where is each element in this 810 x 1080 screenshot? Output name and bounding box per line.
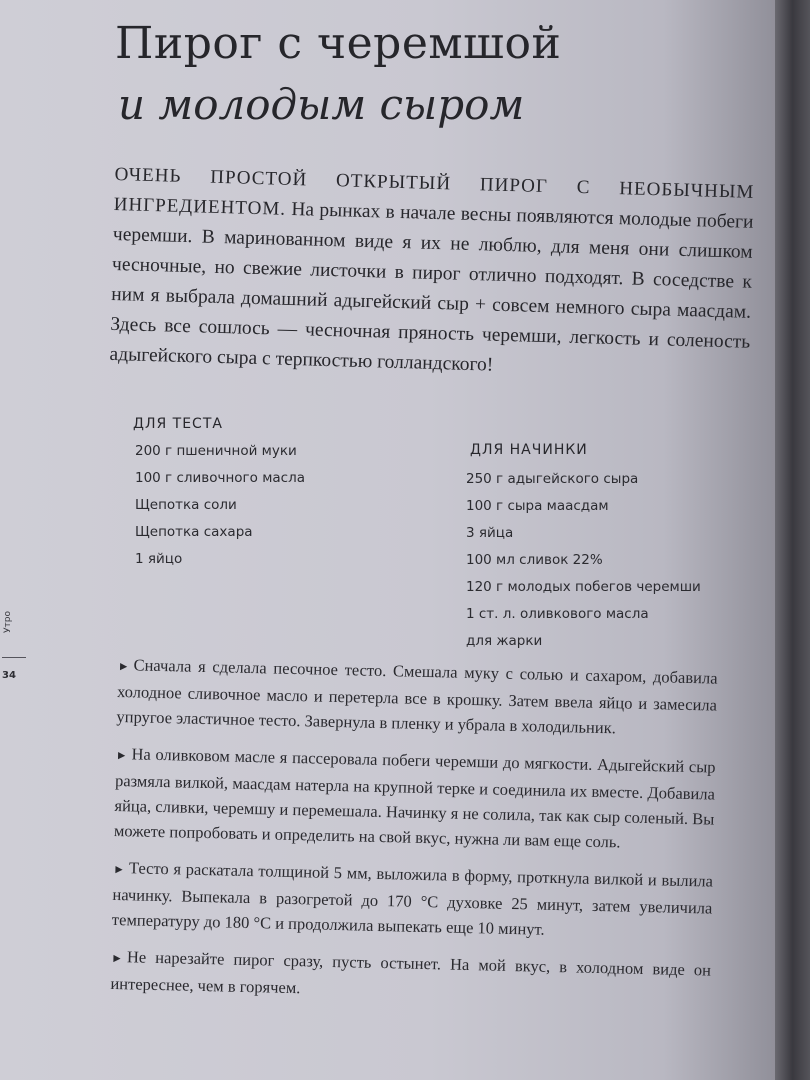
dough-ingredient: 1 яйцо	[135, 551, 183, 567]
recipe-intro	[109, 160, 755, 388]
dough-ingredients	[135, 438, 305, 573]
dough-ingredient: Щепотка сахара	[135, 524, 253, 540]
dough-heading: ДЛЯ ТЕСТА	[133, 416, 223, 432]
step-paragraph	[116, 652, 718, 743]
filling-ingredient: 250 г адыгейского сыра	[466, 471, 639, 487]
intro-lead: ОЧЕНЬ ПРОСТОЙ ОТКРЫТЫЙ ПИРОГ С НЕОБЫЧНЫМ ИНГРЕДИЕНТОМ.	[113, 163, 755, 220]
filling-ingredient: для жарки	[466, 633, 543, 649]
margin-rule	[2, 657, 26, 658]
triangle-right-icon: ►	[115, 747, 128, 763]
page-edge-shadow	[775, 0, 810, 1080]
recipe-title-line1: Пирог с черемшой	[115, 18, 562, 69]
step-paragraph	[112, 855, 714, 946]
step-text: Не нарезайте пирог сразу, пусть остынет. На мой вкус, в холодном виде он интереснее, чем в горячем.	[110, 947, 712, 998]
page-number: 34	[2, 670, 16, 681]
filling-ingredients	[466, 466, 701, 655]
step-text: Сначала я сделала песочное тесто. Смешала муку с солью и сахаром, добавила холодное сливочное масло и перетерла все в крошку. Затем ввела яйцо и замесила упругое эластичное тесто. Завернула в пленку и убрала в холодильник.	[116, 655, 718, 738]
recipe-title-line2: и молодым сыром	[118, 80, 525, 129]
step-paragraph	[114, 741, 716, 857]
triangle-right-icon: ►	[117, 658, 130, 674]
filling-ingredient: 1 ст. л. оливкового масла	[466, 606, 649, 622]
filling-ingredient: 100 мл сливок 22%	[466, 552, 603, 568]
dough-ingredient: Щепотка соли	[135, 497, 237, 513]
filling-ingredient: 3 яйца	[466, 525, 514, 541]
intro-body: На рынках в начале весны появляются молодые побеги черемши. В маринованном виде я их не люблю, для меня они слишком чесночные, но свежие листочки в пирог отлично подходят. В соседстве к ним я выбрала домашний адыгейский сыр + совсем немного сыра маасдам. Здесь все сошлось — чесночная пряность черемши, легкость и соленость адыгейского сыра с терпкостью голландского!	[109, 198, 754, 376]
step-paragraph	[110, 944, 711, 1010]
triangle-right-icon: ►	[110, 950, 124, 966]
recipe-steps	[110, 652, 718, 1022]
triangle-right-icon: ►	[112, 861, 126, 877]
filling-ingredient: 120 г молодых побегов черемши	[466, 579, 701, 595]
filling-ingredient: 100 г сыра маасдам	[466, 498, 609, 514]
step-text: Тесто я раскатала толщиной 5 мм, выложила в форму, проткнула вилкой и вылила начинку. Выпекала в разогретой до 170 °С духовке 25 минут, затем увеличила температуру до 180 °С и продолжила выпекать еще 10 минут.	[111, 858, 714, 939]
section-label: Утро	[3, 611, 13, 633]
dough-ingredient: 200 г пшеничной муки	[135, 443, 297, 459]
filling-heading: ДЛЯ НАЧИНКИ	[470, 442, 588, 458]
dough-ingredient: 100 г сливочного масла	[135, 470, 305, 486]
step-text: На оливковом масле я пассеровала побеги черемши до мягкости. Адыгейский сыр размяла вилкой, маасдам натерла на крупной терке и соединила их вместе. Добавила яйца, сливки, черемшу и перемешала. Начинку я не солила, так как сыр соленый. Вы можете попробовать и определить на свой вкус, нужна ли вам еще соль.	[113, 744, 716, 852]
